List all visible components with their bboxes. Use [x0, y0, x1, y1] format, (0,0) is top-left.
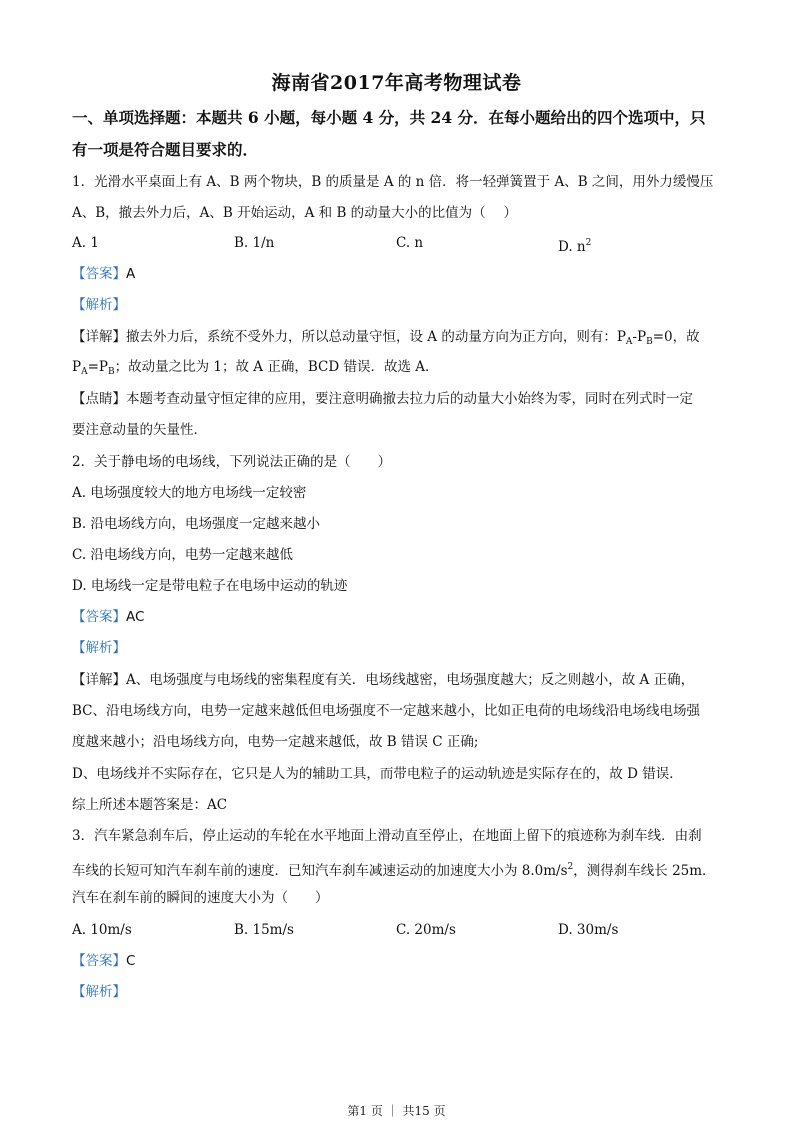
- q3-stem-line2: [72, 857, 722, 881]
- answer-tag: 【答案】: [72, 953, 126, 969]
- analysis-tag: 【解析】: [72, 297, 126, 313]
- q1-detail2-eq: =P: [87, 359, 108, 375]
- q2-detail-text1: A、电场强度与电场线的密集程度有关．电场线越密，电场强度越大；反之则越小，故 A 正确，: [126, 672, 695, 688]
- q2-answer: [72, 607, 722, 627]
- q2-option-b: B. 沿电场线方向，电场强度一定越来越小: [72, 516, 321, 532]
- q1-option-a: A. 1: [72, 235, 99, 251]
- q1-detail-line2: [72, 357, 722, 382]
- q2-analysis: [72, 638, 722, 658]
- q1-option-b: B. 1/n: [234, 235, 275, 251]
- q2-answer-value: AC: [126, 609, 145, 625]
- q1-detail2-sub-b: B: [108, 367, 115, 377]
- q2-detail-line2: BC、沿电场线方向，电势一定越来越低但电场强度不一定越来越小，比如正电荷的电场线沿电场线电场强: [72, 703, 700, 719]
- q3-option-d: D. 30m/s: [558, 922, 619, 938]
- section-heading-line2: 有一项是符合题目要求的．: [72, 140, 259, 159]
- analysis-tag: 【解析】: [72, 640, 126, 656]
- q1-detail-text-b: -P: [632, 329, 647, 345]
- answer-tag: 【答案】: [72, 609, 126, 625]
- q1-detail-text-a: 撤去外力后，系统不受外力，所以总动量守恒，设 A 的动量方向为正方向，则有：P: [126, 329, 626, 345]
- q1-detail-text-c: =0，故: [652, 329, 700, 345]
- detail-tag: 【详解】: [72, 329, 126, 345]
- q3-stem-line2-a: 车线的长短可知汽车刹车前的速度．已知汽车刹车减速运动的加速度大小为 8.0m/s: [72, 863, 568, 879]
- q3-analysis: [72, 982, 722, 1002]
- q1-option-c: C. n: [396, 235, 424, 251]
- q2-summary: 综上所述本题答案是：AC: [72, 797, 228, 813]
- q1-sub-b: B: [646, 337, 653, 347]
- q2-detail-line3: 度越来越小；沿电场线方向，电势一定越来越低，故 B 错误 C 正确;: [72, 734, 479, 750]
- q1-detail-line1: [72, 327, 722, 352]
- q1-point-line1: [72, 389, 722, 409]
- q1-option-d-exponent: 2: [585, 238, 592, 248]
- q3-answer: [72, 951, 722, 971]
- q2-option-a: A. 电场强度较大的地方电场线一定较密: [72, 485, 307, 501]
- detail-tag: 【详解】: [72, 672, 126, 688]
- point-tag: 【点睛】: [72, 391, 126, 407]
- q2-option-c: C. 沿电场线方向，电势一定越来越低: [72, 547, 293, 563]
- q1-answer: [72, 264, 722, 284]
- q1-stem-line1: 1．光滑水平桌面上有 A、B 两个物块，B 的质量是 A 的 n 倍．将一轻弹簧置于 A、B 之间，用外力缓慢压: [72, 174, 714, 190]
- q3-option-c: C. 20m/s: [396, 922, 456, 938]
- section-heading-line1: 一、单项选择题：本题共 6 小题，每小题 4 分，共 24 分．在每小题给出的四个选项中，只: [72, 108, 706, 127]
- q3-stem-line1: 3．汽车紧急刹车后，停止运动的车轮在水平地面上滑动直至停止，在地面上留下的痕迹称为刹车线．由刹: [72, 828, 702, 844]
- q3-option-b: B. 15m/s: [234, 922, 294, 938]
- q3-answer-value: C: [126, 953, 136, 969]
- q1-point-line2: 要注意动量的矢量性．: [72, 422, 207, 438]
- q1-option-d: [558, 233, 591, 257]
- page-title: 海南省2017年高考物理试卷: [271, 72, 522, 94]
- q2-option-d: D. 电场线一定是带电粒子在电场中运动的轨迹: [72, 578, 348, 594]
- analysis-tag: 【解析】: [72, 984, 126, 1000]
- q1-answer-value: A: [126, 266, 136, 282]
- q2-detail-line1: [72, 670, 722, 690]
- q2-stem: 2．关于静电场的电场线，下列说法正确的是（ ）: [72, 454, 392, 470]
- q3-stem-line3: 汽车在刹车前的瞬间的速度大小为（ ）: [72, 890, 329, 906]
- q3-stem-line2-b: ，测得刹车线长 25m．: [573, 863, 716, 879]
- q1-analysis: [72, 295, 722, 315]
- q1-point-text1: 本题考查动量守恒定律的应用，要注意明确撤去拉力后的动量大小始终为零，同时在列式时一定: [126, 391, 693, 407]
- q3-option-a: A. 10m/s: [72, 922, 132, 938]
- q3-stem-line2-sup: 2: [567, 862, 574, 872]
- q1-detail2-p: P: [72, 359, 82, 375]
- q2-detail-line4: D、电场线并不实际存在，它只是人为的辅助工具，而带电粒子的运动轨迹是实际存在的，故 D 错误．: [72, 766, 683, 782]
- page-footer: 第1 页 ｜ 共15 页: [347, 1104, 446, 1118]
- q1-option-d-text: D. n: [558, 239, 586, 255]
- q1-detail2-rest: ；故动量之比为 1；故 A 正确，BCD 错误．故选 A．: [114, 359, 439, 375]
- answer-tag: 【答案】: [72, 266, 126, 282]
- q1-stem-line2: A、B，撤去外力后，A、B 开始运动，A 和 B 的动量大小的比值为（ ）: [72, 205, 517, 221]
- q1-sub-a: A: [625, 337, 633, 347]
- q1-detail2-sub-a: A: [81, 367, 88, 377]
